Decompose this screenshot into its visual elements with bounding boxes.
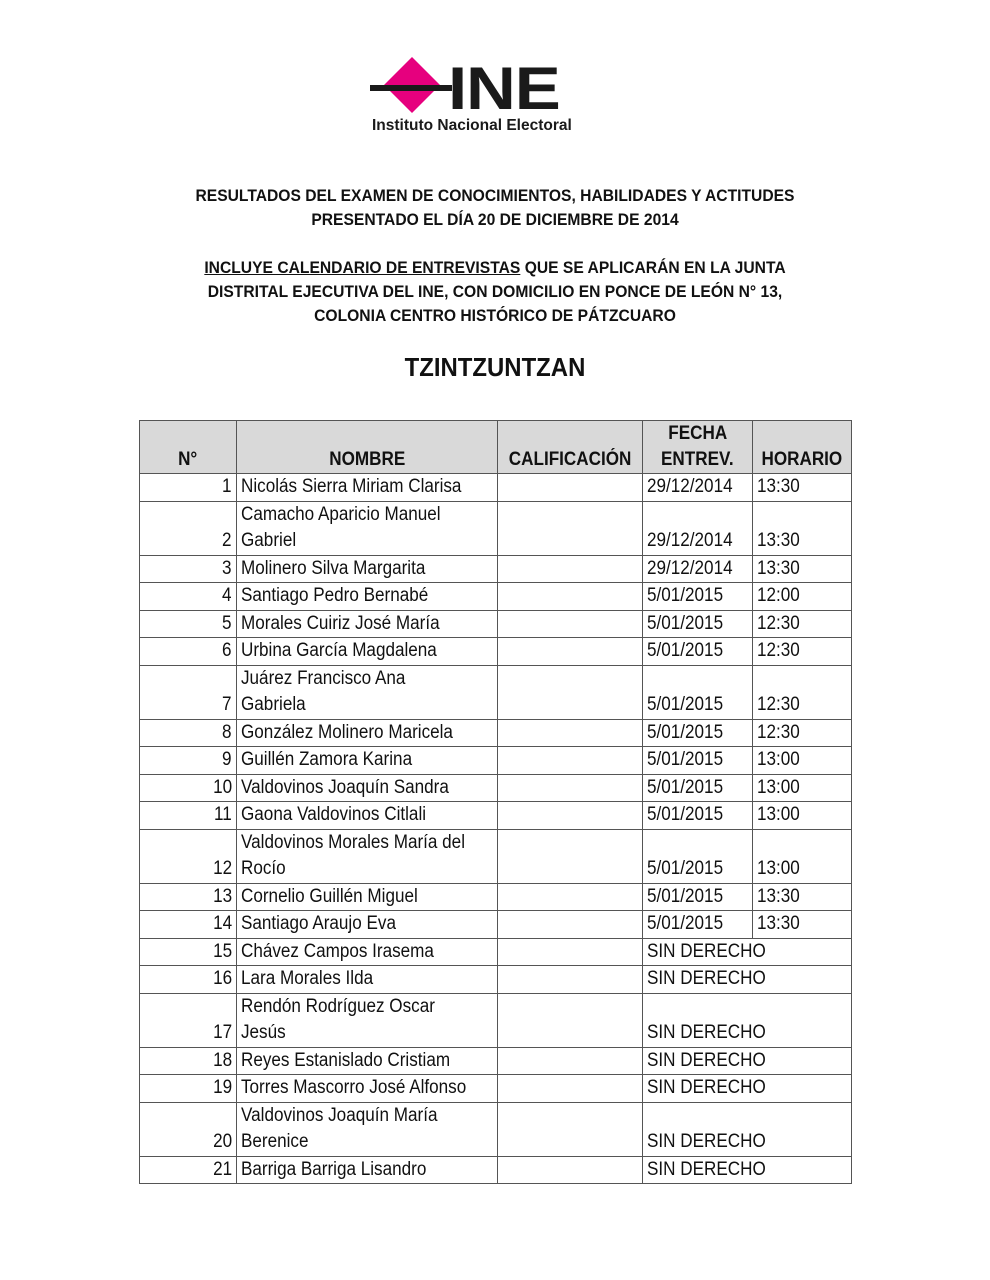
row-score xyxy=(498,1047,643,1075)
results-table xyxy=(139,420,852,1184)
row-number: 9 xyxy=(140,747,237,775)
row-number: 13 xyxy=(140,883,237,911)
row-score xyxy=(498,1156,643,1184)
row-number: 16 xyxy=(140,966,237,994)
table-body xyxy=(140,474,852,1184)
row-score xyxy=(498,501,643,555)
row-name: Cornelio Guillén Miguel xyxy=(237,883,498,911)
row-name: Urbina García Magdalena xyxy=(237,638,498,666)
table-row xyxy=(140,610,852,638)
row-score xyxy=(498,474,643,502)
note-line-1-rest: QUE SE APLICARÁN EN LA JUNTA xyxy=(520,258,786,277)
table-row xyxy=(140,1102,852,1156)
row-score xyxy=(498,883,643,911)
row-date: 29/12/2014 xyxy=(643,501,753,555)
row-score xyxy=(498,829,643,883)
row-name: Chávez Campos Irasema xyxy=(237,938,498,966)
table-row xyxy=(140,747,852,775)
row-status: SIN DERECHO xyxy=(643,1156,852,1184)
row-name: Santiago Araujo Eva xyxy=(237,911,498,939)
row-time: 13:00 xyxy=(753,829,852,883)
row-time: 12:30 xyxy=(753,610,852,638)
row-time: 13:00 xyxy=(753,747,852,775)
row-time: 13:30 xyxy=(753,555,852,583)
row-score xyxy=(498,638,643,666)
row-score xyxy=(498,555,643,583)
row-number: 20 xyxy=(140,1102,237,1156)
table-row xyxy=(140,1047,852,1075)
row-name: Valdovinos Joaquín María Berenice xyxy=(237,1102,498,1156)
note-line-1 xyxy=(132,256,859,280)
row-score xyxy=(498,610,643,638)
row-number: 14 xyxy=(140,911,237,939)
row-time: 13:30 xyxy=(753,883,852,911)
row-name: Barriga Barriga Lisandro xyxy=(237,1156,498,1184)
row-date: 5/01/2015 xyxy=(643,911,753,939)
row-score xyxy=(498,747,643,775)
row-date: 5/01/2015 xyxy=(643,829,753,883)
row-date: 29/12/2014 xyxy=(643,555,753,583)
ballot-box-icon xyxy=(370,55,460,117)
table-row xyxy=(140,774,852,802)
row-number: 21 xyxy=(140,1156,237,1184)
row-name: Torres Mascorro José Alfonso xyxy=(237,1075,498,1103)
row-number: 10 xyxy=(140,774,237,802)
row-time: 12:00 xyxy=(753,583,852,611)
table-row xyxy=(140,883,852,911)
row-number: 11 xyxy=(140,802,237,830)
row-number: 15 xyxy=(140,938,237,966)
table-row xyxy=(140,583,852,611)
row-name: Valdovinos Joaquín Sandra xyxy=(237,774,498,802)
row-number: 18 xyxy=(140,1047,237,1075)
row-number: 7 xyxy=(140,665,237,719)
column-header-num: N° xyxy=(140,421,237,474)
table-row xyxy=(140,966,852,994)
row-name: Reyes Estanislado Cristiam xyxy=(237,1047,498,1075)
row-status: SIN DERECHO xyxy=(643,966,852,994)
row-date: 5/01/2015 xyxy=(643,583,753,611)
row-time: 13:00 xyxy=(753,802,852,830)
note-line-2: DISTRITAL EJECUTIVA DEL INE, CON DOMICILIO EN PONCE DE LEÓN N° 13, xyxy=(207,282,783,301)
row-date: 5/01/2015 xyxy=(643,719,753,747)
row-status: SIN DERECHO xyxy=(643,938,852,966)
document-title xyxy=(132,184,859,232)
row-time: 13:00 xyxy=(753,774,852,802)
municipality-title: TZINTZUNTZAN xyxy=(404,352,586,382)
row-score xyxy=(498,1102,643,1156)
table-row xyxy=(140,911,852,939)
table-row xyxy=(140,829,852,883)
row-date: 5/01/2015 xyxy=(643,610,753,638)
title-line-2: PRESENTADO EL DÍA 20 DE DICIEMBRE DE 2014 xyxy=(311,210,679,229)
row-status: SIN DERECHO xyxy=(643,1047,852,1075)
row-name: Gaona Valdovinos Citlali xyxy=(237,802,498,830)
row-number: 4 xyxy=(140,583,237,611)
row-score xyxy=(498,802,643,830)
row-name: Santiago Pedro Bernabé xyxy=(237,583,498,611)
row-name: Juárez Francisco Ana Gabriela xyxy=(237,665,498,719)
row-name: Camacho Aparicio Manuel Gabriel xyxy=(237,501,498,555)
row-score xyxy=(498,911,643,939)
row-date: 29/12/2014 xyxy=(643,474,753,502)
table-row xyxy=(140,719,852,747)
logo-subtitle: Instituto Nacional Electoral xyxy=(372,117,572,134)
column-header-score: CALIFICACIÓN xyxy=(498,421,643,474)
row-name: Molinero Silva Margarita xyxy=(237,555,498,583)
row-time: 12:30 xyxy=(753,665,852,719)
row-score xyxy=(498,719,643,747)
table-row xyxy=(140,938,852,966)
logo-wordmark: INE xyxy=(448,55,560,122)
row-time: 12:30 xyxy=(753,638,852,666)
title-line-1: RESULTADOS DEL EXAMEN DE CONOCIMIENTOS, HABILIDADES Y ACTITUDES xyxy=(195,186,795,205)
row-score xyxy=(498,774,643,802)
table-row xyxy=(140,1075,852,1103)
row-name: González Molinero Maricela xyxy=(237,719,498,747)
table-row xyxy=(140,638,852,666)
row-score xyxy=(498,966,643,994)
row-number: 8 xyxy=(140,719,237,747)
row-number: 1 xyxy=(140,474,237,502)
row-number: 6 xyxy=(140,638,237,666)
row-name: Lara Morales Ilda xyxy=(237,966,498,994)
row-date: 5/01/2015 xyxy=(643,747,753,775)
table-header-row xyxy=(140,421,852,474)
row-score xyxy=(498,938,643,966)
row-name: Nicolás Sierra Miriam Clarisa xyxy=(237,474,498,502)
column-header-date: FECHA ENTREV. xyxy=(643,421,753,474)
ine-logo xyxy=(370,55,622,137)
row-number: 12 xyxy=(140,829,237,883)
table-row xyxy=(140,1156,852,1184)
row-score xyxy=(498,665,643,719)
row-number: 19 xyxy=(140,1075,237,1103)
table-row xyxy=(140,802,852,830)
row-number: 2 xyxy=(140,501,237,555)
row-date: 5/01/2015 xyxy=(643,665,753,719)
row-time: 13:30 xyxy=(753,474,852,502)
row-date: 5/01/2015 xyxy=(643,802,753,830)
row-date: 5/01/2015 xyxy=(643,774,753,802)
table-row xyxy=(140,993,852,1047)
row-number: 5 xyxy=(140,610,237,638)
row-status: SIN DERECHO xyxy=(643,993,852,1047)
row-score xyxy=(498,993,643,1047)
row-date: 5/01/2015 xyxy=(643,883,753,911)
row-number: 3 xyxy=(140,555,237,583)
interview-note xyxy=(132,256,859,328)
row-date: 5/01/2015 xyxy=(643,638,753,666)
table-row xyxy=(140,474,852,502)
row-number: 17 xyxy=(140,993,237,1047)
note-line-3: COLONIA CENTRO HISTÓRICO DE PÁTZCUARO xyxy=(314,306,676,325)
row-name: Rendón Rodríguez Oscar Jesús xyxy=(237,993,498,1047)
row-name: Valdovinos Morales María del Rocío xyxy=(237,829,498,883)
column-header-name: NOMBRE xyxy=(237,421,498,474)
column-header-time: HORARIO xyxy=(753,421,852,474)
row-time: 12:30 xyxy=(753,719,852,747)
table-row xyxy=(140,555,852,583)
row-time: 13:30 xyxy=(753,911,852,939)
row-name: Morales Cuiriz José María xyxy=(237,610,498,638)
row-time: 13:30 xyxy=(753,501,852,555)
row-score xyxy=(498,583,643,611)
note-underlined: INCLUYE CALENDARIO DE ENTREVISTAS xyxy=(204,258,521,277)
row-name: Guillén Zamora Karina xyxy=(237,747,498,775)
table-row xyxy=(140,501,852,555)
row-score xyxy=(498,1075,643,1103)
row-status: SIN DERECHO xyxy=(643,1102,852,1156)
row-status: SIN DERECHO xyxy=(643,1075,852,1103)
table-row xyxy=(140,665,852,719)
